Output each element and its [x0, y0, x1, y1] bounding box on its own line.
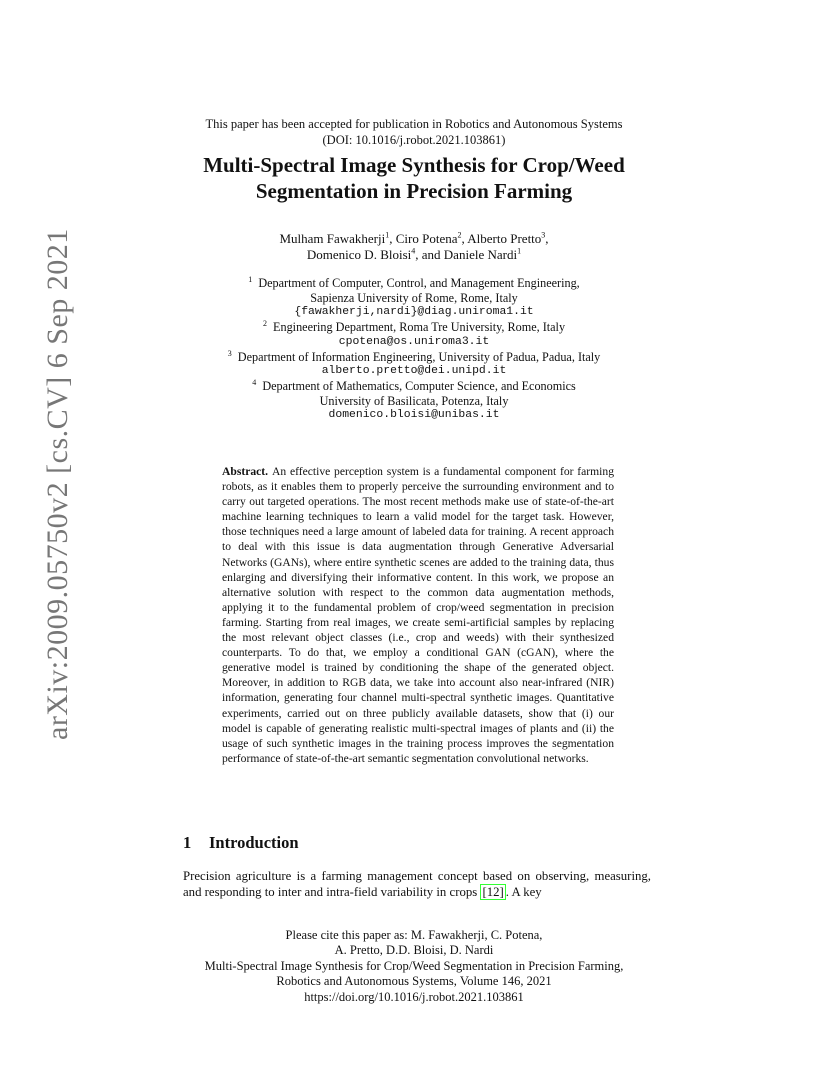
- affiliation-list: [0, 276, 828, 423]
- affiliation-number: 2: [262, 319, 267, 329]
- affiliation-line: $^2$ Engineering Department, Roma Tre University, Rome, Italy: [262, 319, 566, 335]
- affiliation-line: $^4$ Department of Mathematics, Computer Science, and Economics: [252, 377, 576, 393]
- arxiv-identifier: arXiv:2009.05750v2 [cs.CV] 6 Sep 2021: [41, 228, 74, 740]
- author-affiliation-mark: 1: [517, 246, 522, 256]
- abstract-text: An effective perception system is a fundamental component for farming robots, as it enables them to properly perceive the surrounding environment and to carry out targeted operations. The most recent methods make use of state-of-the-art machine learning techniques to learn a valid model for the target task. However, those techniques need a large amount of labeled data for training. A recent approach to deal with this issue is data augmentation through Generative Adversarial Networks (GANs), where entire synthetic scenes are added to the training data, thus enlarging and diversifying their informative content. In this work, we propose an alternative solution with respect to the common data augmentation methods, applying it to the fundamental problem of crop/weed segmentation in precision farming. Starting from real images, we create semi-artificial samples by replacing the most relevant object classes (i.e., crop and weeds) with their synthesized counterparts. To do that, we employ a conditional GAN (cGAN), where the generative model is trained by conditioning the shape of the generated object. Moreover, in addition to RGB data, we take into account also near-infrared (NIR) information, generating four channel multi-spectral synthetic images. Quantitative experiments, carried out on three publicly available datasets, show that (i) our model is capable of generating realistic multi-spectral images of plants and (ii) the usage of such synthetic images in the training process improves the segmentation performance of state-of-the-art semantic segmentation convolutional networks.: [222, 465, 614, 765]
- affiliation-email: alberto.pretto@dei.unipd.it: [321, 365, 507, 378]
- affiliation-email: cpotena@os.uniroma3.it: [338, 335, 490, 348]
- author-affiliation-mark: 3: [541, 230, 546, 240]
- affiliation-line: University of Basilicata, Potenza, Italy: [319, 393, 509, 408]
- affiliation-line: $^1$ Department of Computer, Control, and Management Engineering,: [248, 274, 580, 290]
- affiliation-email: {fawakherji,nardi}@diag.uniroma1.it: [294, 306, 534, 319]
- intro-paragraph: Precision agriculture is a farming management concept based on observing, measuring, and responding to inter and intra-field variability in crops [12] . A key: [183, 869, 651, 899]
- affiliation-number: 1: [248, 274, 253, 284]
- acceptance-line-2: (DOI: 10.1016/j.robot.2021.103861): [322, 133, 506, 147]
- affiliation-line: Sapienza University of Rome, Rome, Italy: [310, 290, 518, 305]
- title-line-2: Segmentation in Precision Farming: [255, 179, 573, 203]
- section-title: Introduction: [209, 833, 299, 852]
- affiliation-number: 4: [252, 377, 257, 387]
- citation-notice: [0, 928, 828, 1005]
- author-name: Domenico D. Bloisi: [306, 247, 412, 262]
- author-name: Mulham Fawakherji: [279, 231, 386, 246]
- abstract: [222, 464, 614, 766]
- affiliation-line: $^3$ Department of Information Engineering, University of Padua, Padua, Italy: [227, 348, 601, 364]
- acceptance-note: [0, 116, 828, 148]
- section-heading: [183, 833, 299, 853]
- citation-line: Robotics and Autonomous Systems, Volume 146, 2021: [276, 974, 552, 989]
- title-line-1: Multi-Spectral Image Synthesis for Crop/Weed: [203, 153, 625, 177]
- affiliation-number: 3: [227, 348, 232, 358]
- section-number: 1: [183, 833, 192, 852]
- author-affiliation-mark: 2: [457, 230, 462, 240]
- abstract-label: Abstract.: [222, 465, 269, 478]
- author-name: Ciro Potena: [395, 231, 458, 246]
- author-list: Mulham Fawakherji$^1$, Ciro Potena$^2$, Alberto Pretto$^3$, Domenico D. Bloisi$^4$, and Daniele Nardi$^1$: [279, 230, 549, 262]
- author-affiliation-mark: 4: [411, 246, 416, 256]
- citation-line: Please cite this paper as: M. Fawakherji, C. Potena,: [285, 928, 543, 942]
- citation-doi-link[interactable]: https://doi.org/10.1016/j.robot.2021.103861: [304, 989, 524, 1004]
- citation-line: A. Pretto, D.D. Bloisi, D. Nardi: [334, 943, 494, 958]
- author-name: Daniele Nardi: [443, 247, 518, 262]
- author-affiliation-mark: 1: [385, 230, 390, 240]
- paper-title: [0, 152, 828, 204]
- citation-line: Multi-Spectral Image Synthesis for Crop/Weed Segmentation in Precision Farming,: [204, 958, 624, 973]
- reference-link[interactable]: [12]: [482, 885, 504, 899]
- author-name: Alberto Pretto: [467, 231, 542, 246]
- acceptance-line-1: This paper has been accepted for publication in Robotics and Autonomous Systems: [205, 117, 623, 131]
- affiliation-email: domenico.bloisi@unibas.it: [328, 409, 500, 422]
